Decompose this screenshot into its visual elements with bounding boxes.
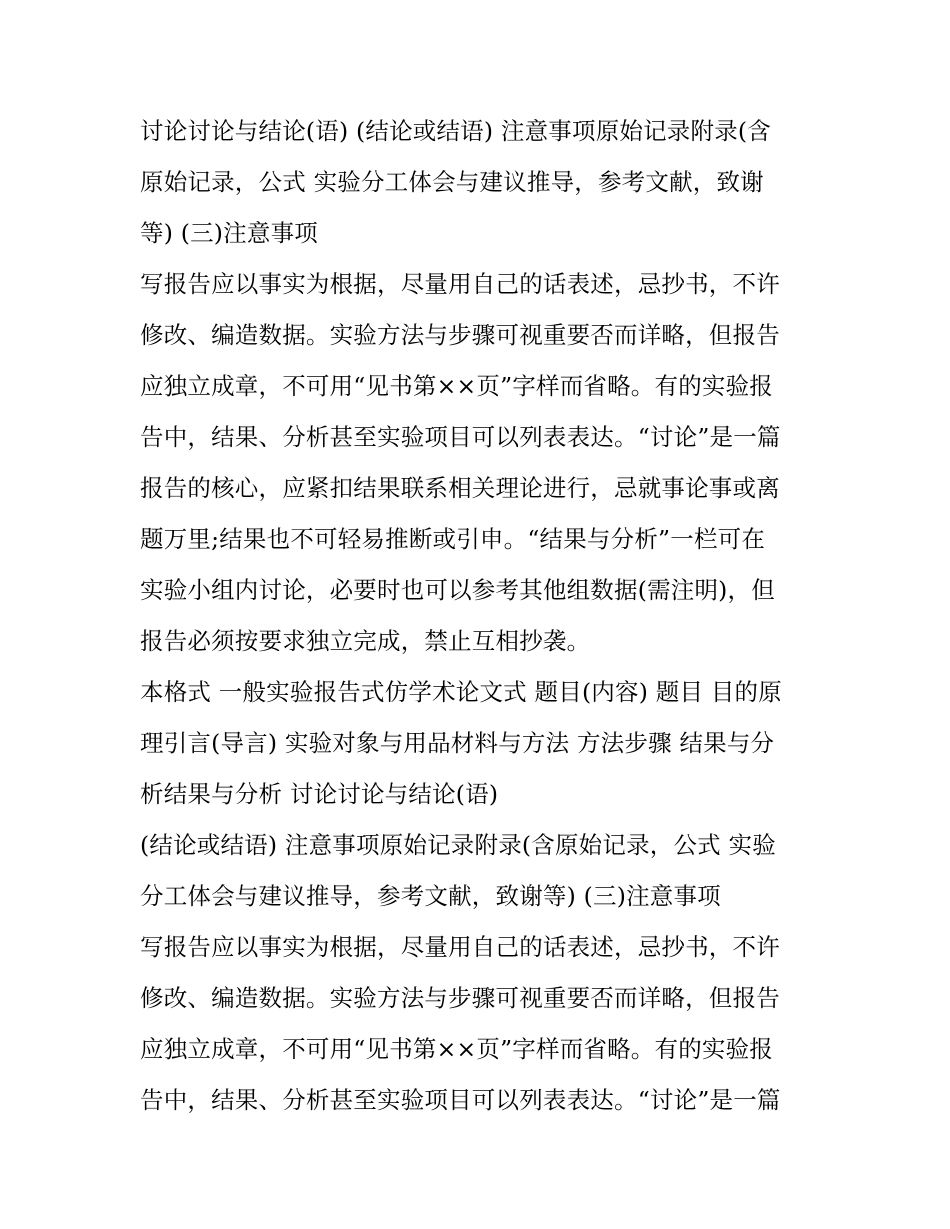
- text-line: 修改、编造数据。实验方法与步骤可视重要否而详略，但报告: [140, 984, 780, 1012]
- text-line: 原始记录，公式 实验分工体会与建议推导，参考文献，致谢: [140, 168, 764, 196]
- text-line: 写报告应以事实为根据，尽量用自己的话表述，忌抄书，不许: [140, 270, 780, 298]
- paragraph-conclusion-notes: [140, 820, 820, 922]
- text-line: 分工体会与建议推导，参考文献，致谢等) (三)注意事项: [140, 882, 721, 910]
- document-body: [140, 106, 820, 1126]
- text-line: 报告必须按要求独立完成，禁止互相抄袭。: [140, 627, 591, 655]
- text-line: 修改、编造数据。实验方法与步骤可视重要否而详略，但报告: [140, 321, 780, 349]
- paragraph-report-notes-repeat: [140, 922, 820, 1126]
- text-line: 写报告应以事实为根据，尽量用自己的话表述，忌抄书，不许: [140, 933, 780, 961]
- text-line: 析结果与分析 讨论讨论与结论(语): [140, 780, 499, 808]
- text-line: 讨论讨论与结论(语) (结论或结语) 注意事项原始记录附录(含: [140, 117, 771, 145]
- text-line: 报告的核心，应紧扣结果联系相关理论进行，忌就事论事或离: [140, 474, 780, 502]
- paragraph-format-outline: [140, 667, 820, 820]
- text-line: 告中，结果、分析甚至实验项目可以列表表达。“讨论”是一篇: [140, 1086, 781, 1114]
- paragraph-discussion-tail: [140, 106, 820, 259]
- text-line: 等) (三)注意事项: [140, 219, 318, 247]
- text-line: 题万里;结果也不可轻易推断或引申。“结果与分析”一栏可在: [140, 525, 766, 553]
- text-line: 本格式 一般实验报告式仿学术论文式 题目(内容) 题目 目的原: [140, 678, 782, 706]
- text-line: (结论或结语) 注意事项原始记录附录(含原始记录，公式 实验: [140, 831, 776, 859]
- text-line: 告中，结果、分析甚至实验项目可以列表表达。“讨论”是一篇: [140, 423, 781, 451]
- text-line: 应独立成章，不可用“见书第××页”字样而省略。有的实验报: [140, 372, 774, 400]
- text-line: 应独立成章，不可用“见书第××页”字样而省略。有的实验报: [140, 1035, 774, 1063]
- text-line: 实验小组内讨论，必要时也可以参考其他组数据(需注明)，但: [140, 576, 775, 604]
- text-line: 理引言(导言) 实验对象与用品材料与方法 方法步骤 结果与分: [140, 729, 775, 757]
- paragraph-report-notes: [140, 259, 820, 667]
